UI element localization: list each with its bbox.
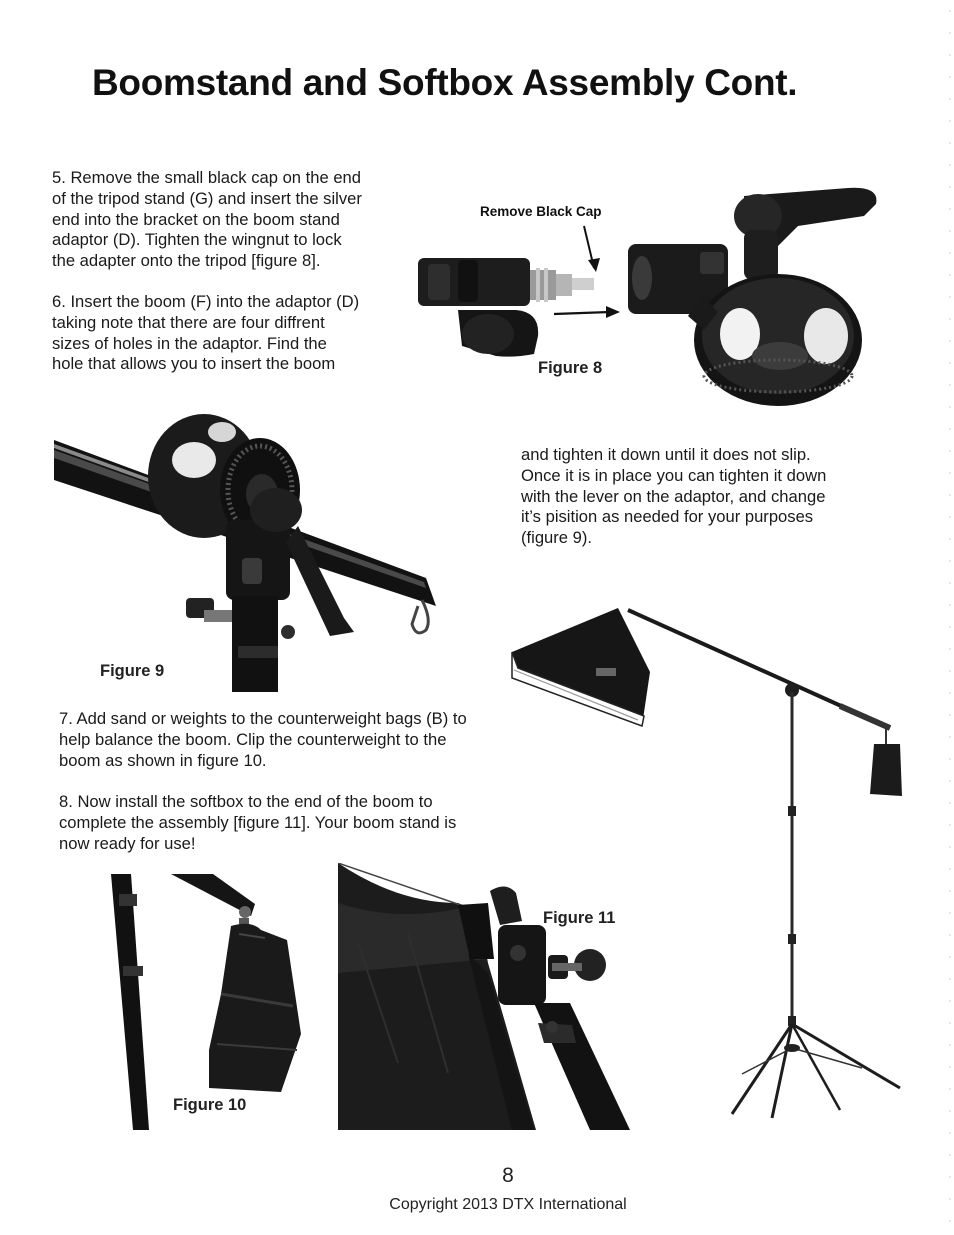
figure-9-label: Figure 9 [100,662,165,680]
figure-8-photo [418,186,888,408]
figure-8-callout: Remove Black Cap [480,204,602,219]
page-number: 8 [502,1164,514,1187]
figure-11-label: Figure 11 [543,909,616,927]
page-edge-dots [946,0,954,1235]
figure-10-label: Figure 10 [173,1096,247,1114]
copyright-text: Copyright 2013 DTX International [389,1196,627,1213]
step-6-text-part1: 6. Insert the boom (F) into the adaptor (D) taking note that there are four diffrent sizes of holes in the adaptor. Find the hole that allows you to insert the boom [52,292,360,374]
figure-9-photo [54,410,442,692]
step-8-text: 8. Now install the softbox to the end of the boom to complete the assembly [figure 11]. Your boom stand is now ready for use! [59,792,457,853]
page-title: Boomstand and Softbox Assembly Cont. [92,62,798,103]
figure-10-photo [105,874,301,1130]
step-7-text: 7. Add sand or weights to the counterweight bags (B) to help balance the boom. Clip the counterweight to the boom as shown in figure 10. [59,709,467,770]
step-5-text: 5. Remove the small black cap on the end of the tripod stand (G) and insert the silver end into the bracket on the boom stand adaptor (D). Tighten the wingnut to lock the adapter onto the tripod [figure 8]. [52,168,362,271]
figure-11-photo [338,863,670,1130]
step-6-text-part2: and tighten it down until it does not slip. Once it is in place you can tighten it down with the lever on the adaptor, and change it’s pisition as needed for your purposes (figure 9). [521,445,827,548]
figure-8-label: Figure 8 [538,359,603,377]
